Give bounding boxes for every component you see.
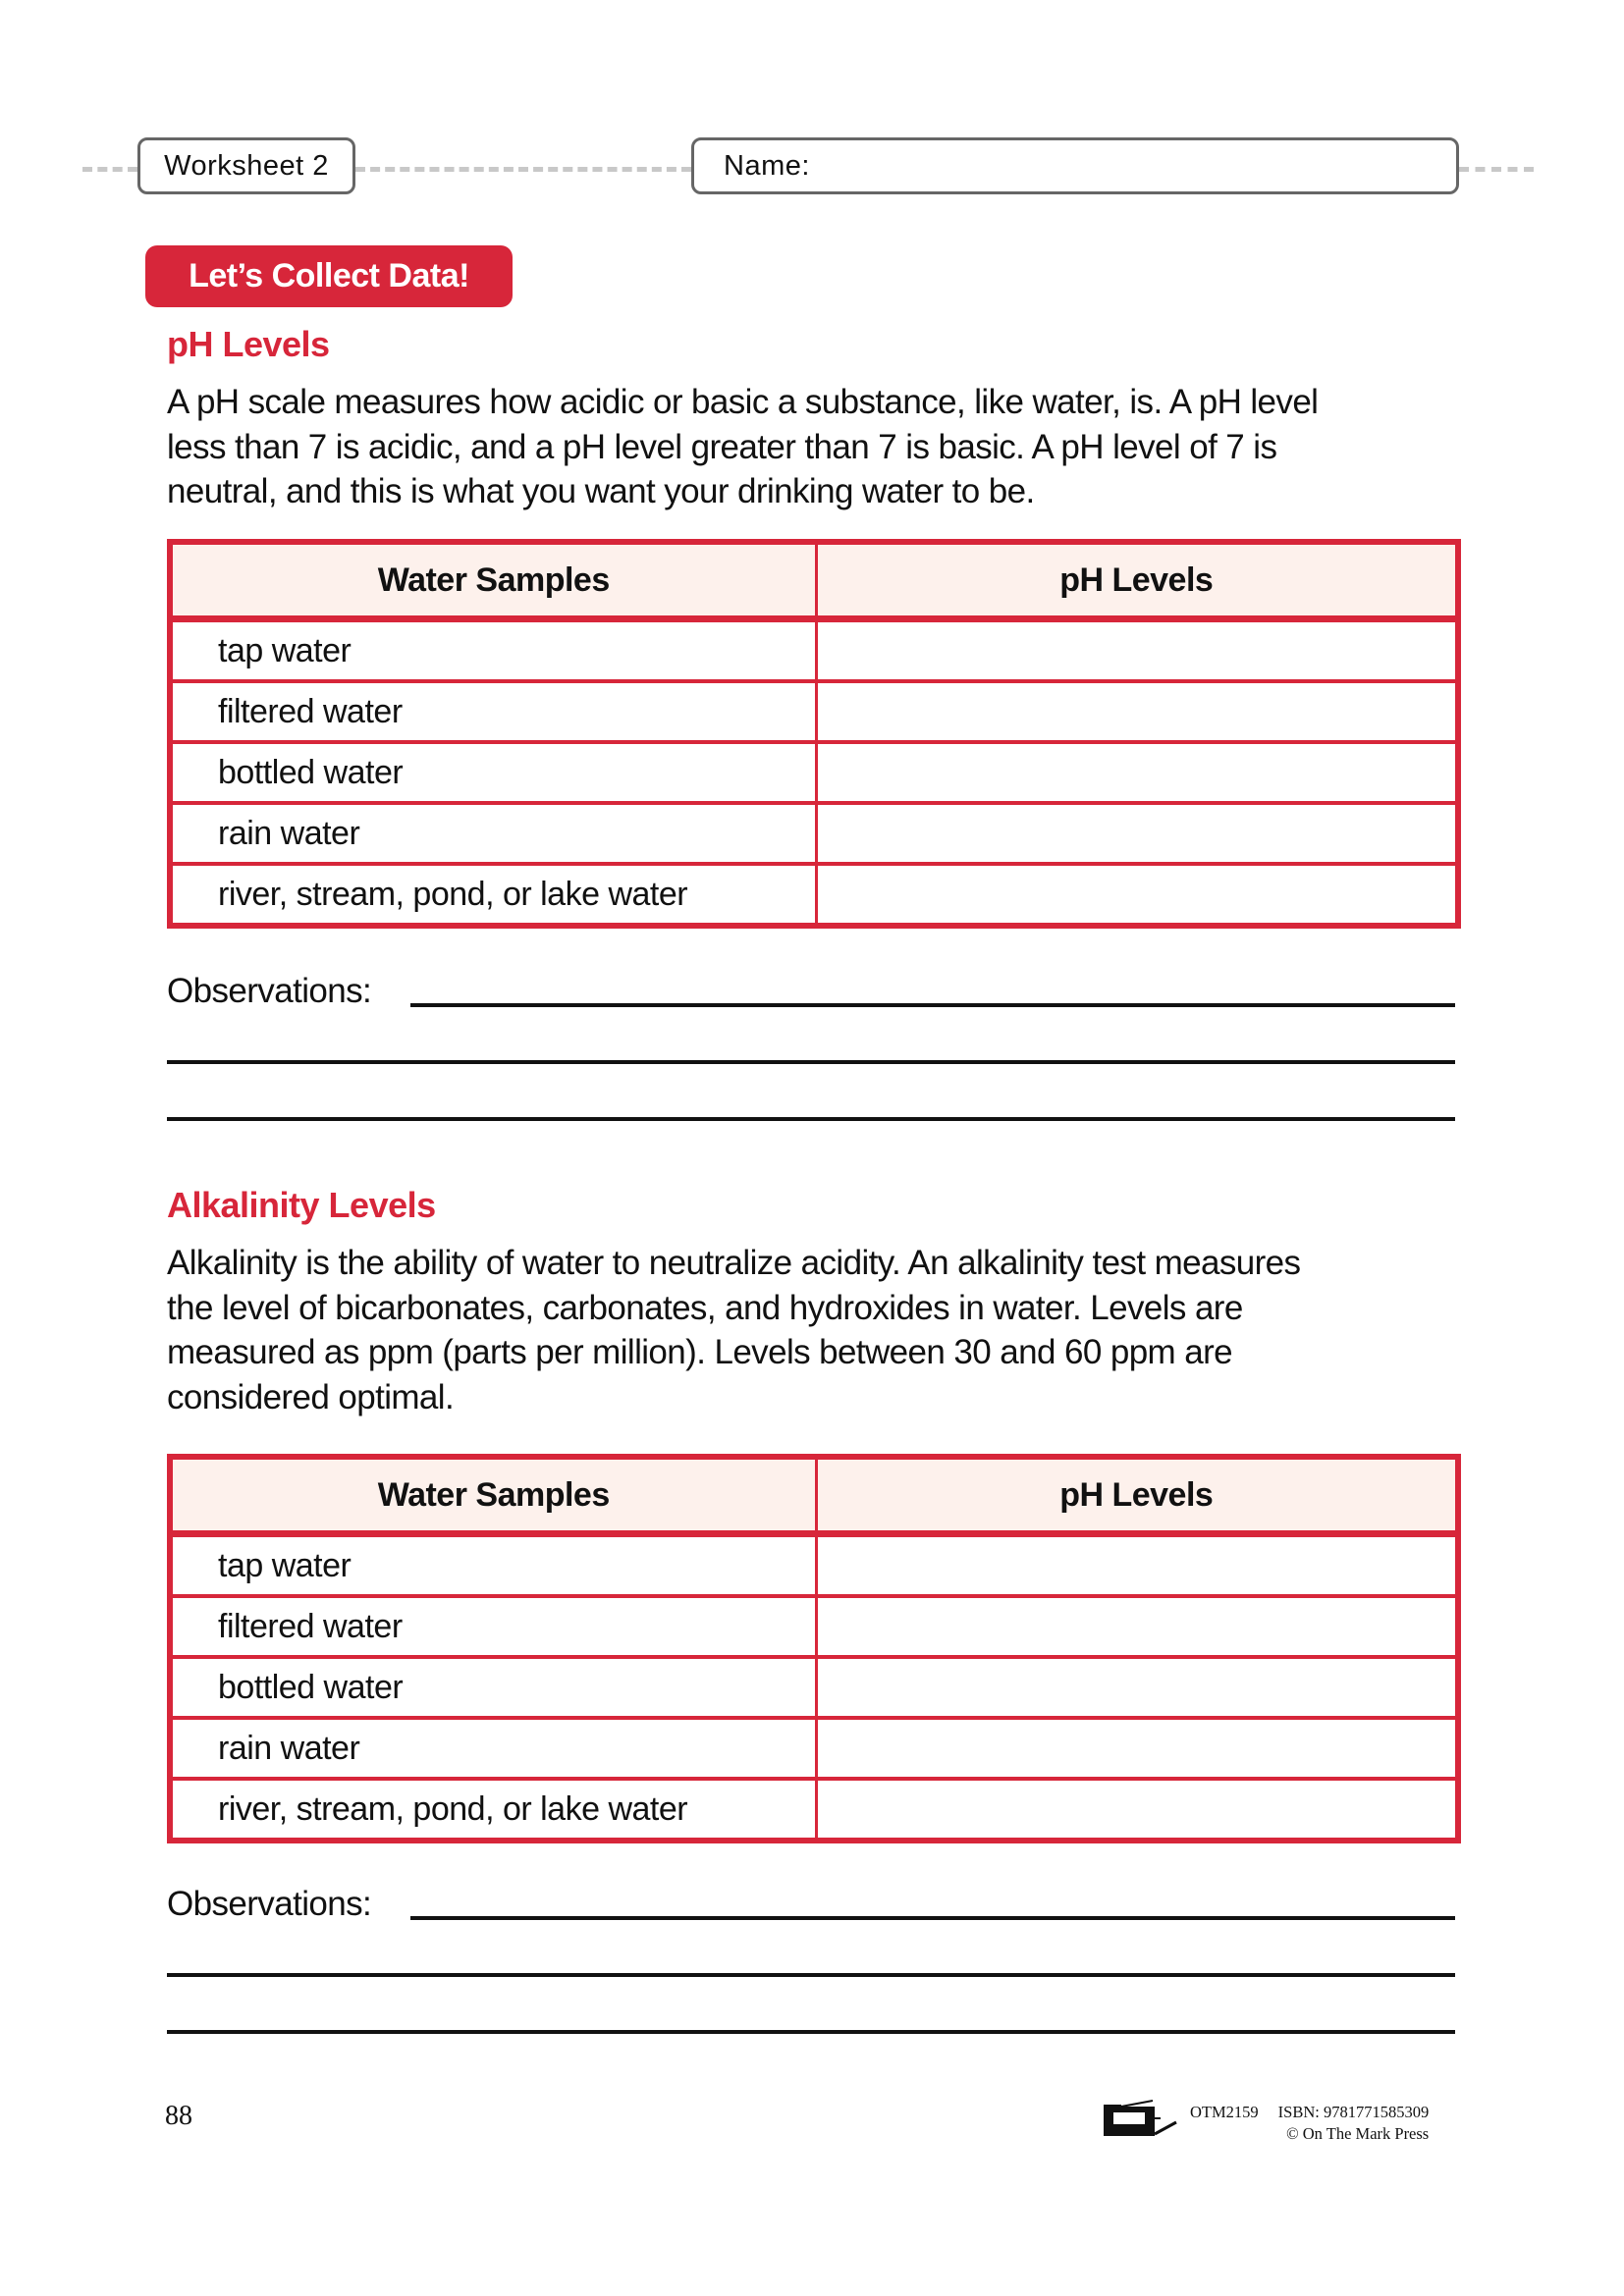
- ph-value-cell[interactable]: [816, 742, 1458, 803]
- table-row: [170, 864, 1458, 926]
- column-header-water-samples: Water Samples: [170, 1457, 816, 1534]
- table-row: [170, 1718, 1458, 1779]
- observations-answer-line[interactable]: [167, 1117, 1455, 1121]
- table-row: [170, 742, 1458, 803]
- sample-name-cell: bottled water: [170, 1657, 816, 1718]
- copyright: © On The Mark Press: [1286, 2124, 1430, 2143]
- sample-name-cell: filtered water: [170, 1596, 816, 1657]
- column-header-water-samples: Water Samples: [170, 542, 816, 619]
- level-value-cell[interactable]: [816, 1779, 1458, 1841]
- column-header-ph-levels: pH Levels: [816, 1457, 1458, 1534]
- ph-value-cell[interactable]: [816, 803, 1458, 864]
- level-value-cell[interactable]: [816, 1718, 1458, 1779]
- ph-description-line: neutral, and this is what you want your drinking water to be.: [167, 472, 1035, 510]
- observations-label: Observations:: [167, 1885, 372, 1923]
- worksheet-label-box: [137, 137, 355, 194]
- level-value-cell[interactable]: [816, 1657, 1458, 1718]
- ph-description-line: A pH scale measures how acidic or basic a substance, like water, is. A pH level: [167, 383, 1319, 421]
- column-header-ph-levels: pH Levels: [816, 542, 1458, 619]
- sample-name-cell: tap water: [170, 1534, 816, 1597]
- table-row: [170, 1779, 1458, 1841]
- name-field[interactable]: [691, 137, 1459, 194]
- sample-name-cell: river, stream, pond, or lake water: [170, 864, 816, 926]
- section-banner: [145, 245, 513, 307]
- table-header-row: [170, 542, 1458, 619]
- table-row: [170, 1534, 1458, 1597]
- header-dashed-rule-right: [1459, 167, 1534, 172]
- observations-label: Observations:: [167, 972, 372, 1010]
- observations-answer-line[interactable]: [410, 1003, 1455, 1007]
- alkalinity-description-line: measured as ppm (parts per million). Levels between 30 and 60 ppm are: [167, 1333, 1233, 1371]
- ph-value-cell[interactable]: [816, 864, 1458, 926]
- table-row: [170, 619, 1458, 682]
- sample-name-cell: river, stream, pond, or lake water: [170, 1779, 816, 1841]
- product-code: OTM2159: [1190, 2103, 1259, 2121]
- section-title-alkalinity-levels: Alkalinity Levels: [167, 1185, 436, 1225]
- alkalinity-description-line: Alkalinity is the ability of water to neutralize acidity. An alkalinity test measures: [167, 1244, 1301, 1282]
- table-row: [170, 1657, 1458, 1718]
- header-dashed-rule-middle: [355, 167, 691, 172]
- banner-title: Let’s Collect Data!: [189, 257, 469, 294]
- photocopier-icon: [1102, 2097, 1178, 2142]
- alkalinity-description-line: the level of bicarbonates, carbonates, and hydroxides in water. Levels are: [167, 1288, 1243, 1327]
- sample-name-cell: tap water: [170, 619, 816, 682]
- section-title-ph-levels: pH Levels: [167, 324, 330, 364]
- page-number: 88: [165, 2101, 192, 2131]
- observations-answer-line[interactable]: [167, 1973, 1455, 1977]
- table-header-row: [170, 1457, 1458, 1534]
- header-dashed-rule-left: [82, 167, 137, 172]
- alkalinity-description-line: considered optimal.: [167, 1377, 455, 1416]
- table-row: [170, 1596, 1458, 1657]
- level-value-cell[interactable]: [816, 1534, 1458, 1597]
- ph-description: [167, 380, 1473, 514]
- worksheet-label: Worksheet 2: [164, 149, 329, 182]
- table-row: [170, 803, 1458, 864]
- alkalinity-description: [167, 1241, 1473, 1419]
- observations-answer-line[interactable]: [167, 1060, 1455, 1064]
- sample-name-cell: rain water: [170, 1718, 816, 1779]
- observations-answer-line[interactable]: [167, 2030, 1455, 2034]
- alkalinity-levels-table: [167, 1454, 1461, 1843]
- ph-description-line: less than 7 is acidic, and a pH level greater than 7 is basic. A pH level of 7 is: [167, 427, 1277, 466]
- sample-name-cell: bottled water: [170, 742, 816, 803]
- level-value-cell[interactable]: [816, 1596, 1458, 1657]
- ph-value-cell[interactable]: [816, 681, 1458, 742]
- name-label: Name:: [724, 149, 810, 182]
- observations-answer-line[interactable]: [410, 1916, 1455, 1920]
- isbn: ISBN: 9781771585309: [1277, 2103, 1430, 2121]
- table-row: [170, 681, 1458, 742]
- sample-name-cell: rain water: [170, 803, 816, 864]
- ph-value-cell[interactable]: [816, 619, 1458, 682]
- ph-levels-table: [167, 539, 1461, 929]
- sample-name-cell: filtered water: [170, 681, 816, 742]
- footer-publisher-info: [1190, 2102, 1429, 2145]
